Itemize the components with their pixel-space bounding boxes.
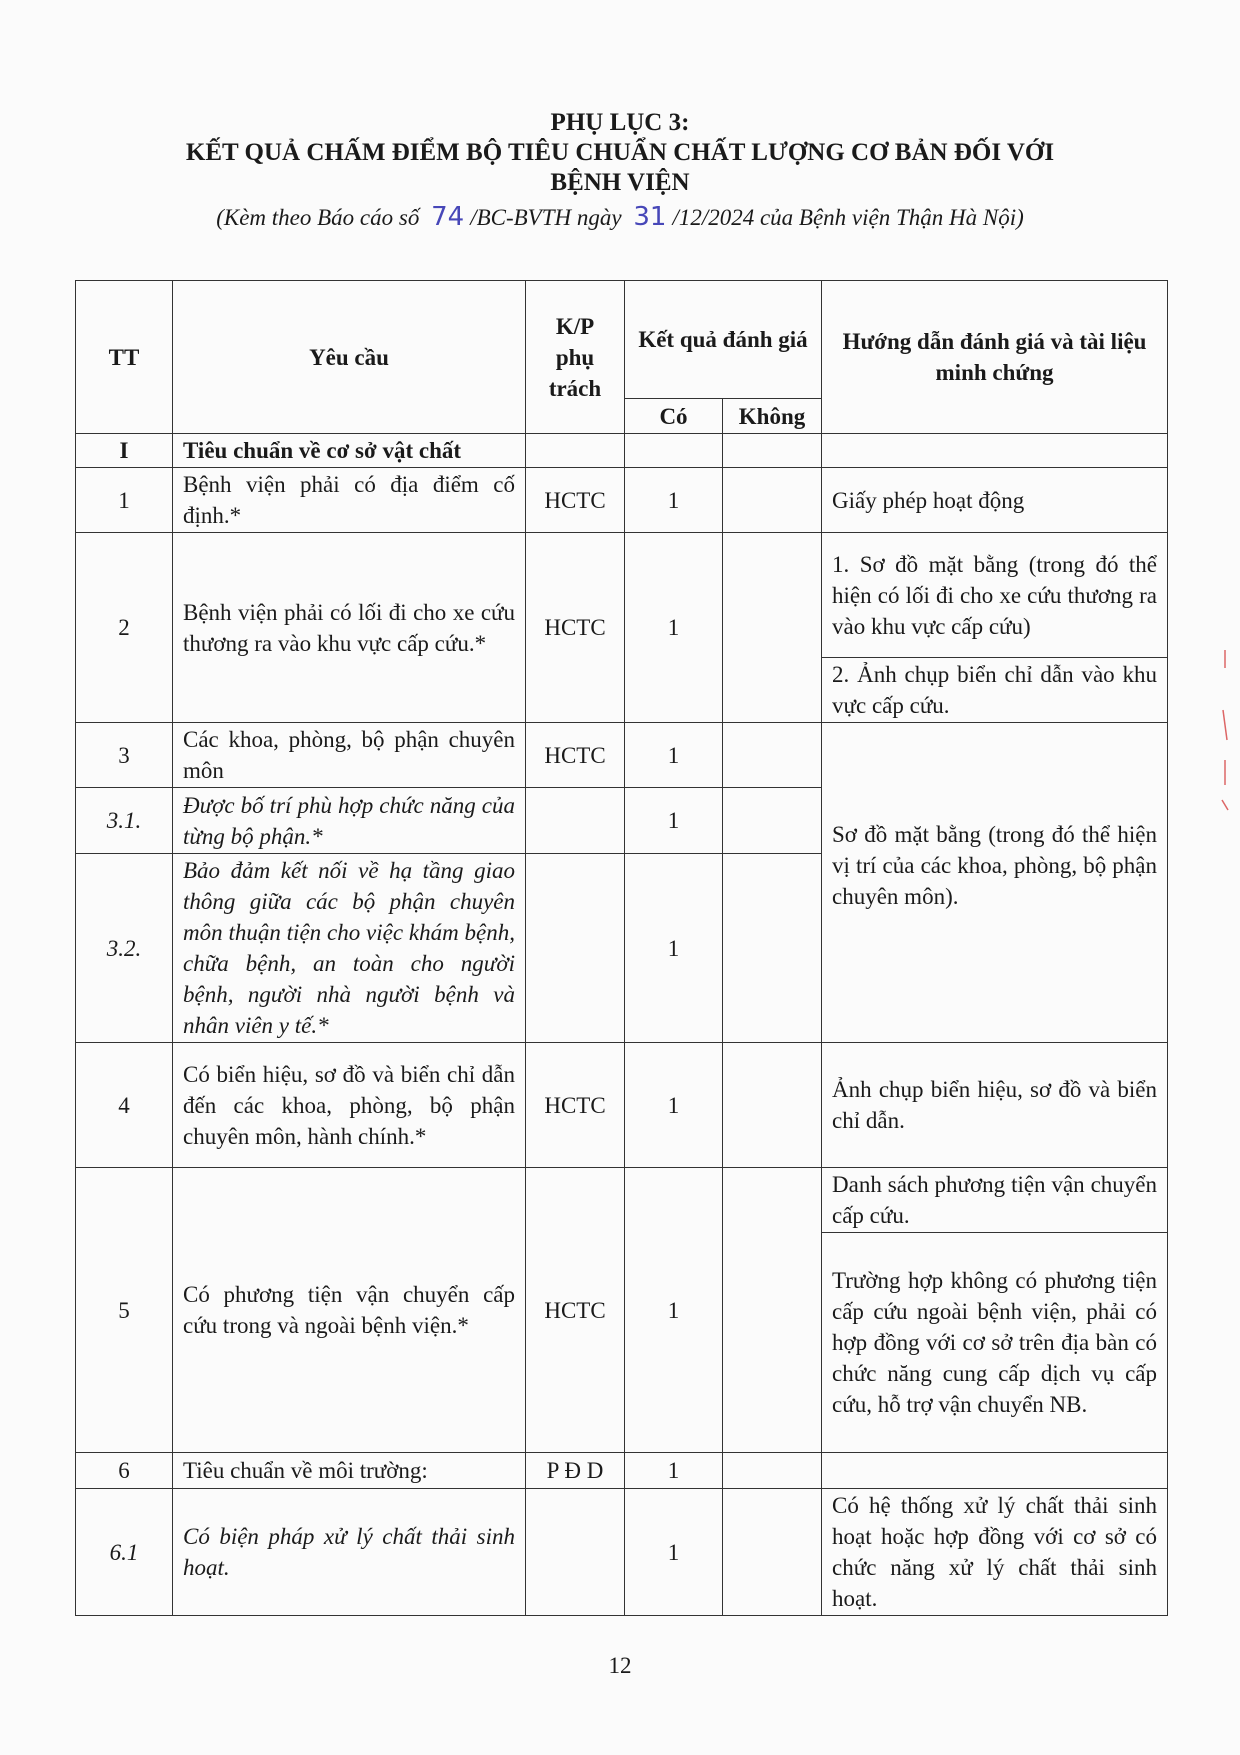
- header-yeu-cau: Yêu cầu: [173, 281, 526, 434]
- page-number: 12: [608, 1653, 632, 1678]
- subtitle-mid: /BC-BVTH ngày: [470, 205, 622, 230]
- evaluation-table: TT Yêu cầu K/P phụ trách Kết quả đánh giá Hướng dẫn đánh giá và tài liệu minh chứng Có Không I Tiêu chuẩn về cơ sở vật chất 1 Bệnh viện phải có địa điểm cố định.* HCTC 1 Giấy phép hoạt động 2 Bệnh viện phải có lối đi cho xe cứu thương ra vào khu vực cấp cứu.* HCTC 1 1. Sơ đồ mặt bằng (trong đó thể hiện có lối đi cho xe cứu thương ra vào khu vực cấp cứu) 2. Ảnh chụp biển chỉ dẫn vào khu vực cấp cứu. 3 Các khoa, phòng, bộ phận chuyên môn HCTC 1 Sơ đồ mặt bằng (trong đó thể hiện vị trí của các khoa, phòng, bộ phận chuyên môn). 3.1. Được bố trí phù hợp chức năng của từng bộ phận.* 1 3.2. Bảo đảm kết nối về hạ tầng giao thông giữa các bộ phận chuyên môn thuận tiện cho việc khám bệnh, chữa bệnh, an toàn cho người bệnh, người nhà người bệnh và nhân viên y tế.* 1 4 Có biển hiệu, sơ đồ và biển chỉ dẫn đến các khoa, phòng, bộ phận chuyên môn, hành chính.* HCTC 1 Ảnh chụp biển hiệu, sơ đồ và biển chỉ dẫn. 5 Có phương tiện vận chuyển cấp cứu trong và ngoài bệnh viện.* HCTC 1 Danh sách phương tiện vận chuyển cấp cứu. Trường hợp không có phương tiện cấp cứu ngoài bệnh viện, phải có hợp đồng với cơ sở trên địa bàn có chức năng cung cấp dịch vụ cấp cứu, hỗ trợ vận chuyển NB. 6 Tiêu chuẩn về môi trường: P Đ D 1 6.1 Có biện pháp xử lý chất thải sinh hoạt. 1 Có hệ thống xử lý chất thải sinh hoạt hoặc hợp đồng với cơ sở có chức năng xử lý chất thải sinh hoạt.: [75, 280, 1168, 1616]
- header-tt: TT: [76, 281, 173, 434]
- header-ket-qua: Kết quả đánh giá: [625, 281, 822, 399]
- table-row: 3.2. Bảo đảm kết nối về hạ tầng giao thông giữa các bộ phận chuyên môn thuận tiện cho việc khám bệnh, chữa bệnh, an toàn cho người bệnh, người nhà người bệnh và nhân viên y tế.* 1: [76, 854, 1168, 1043]
- document-title-line1: KẾT QUẢ CHẤM ĐIỂM BỘ TIÊU CHUẨN CHẤT LƯỢNG CƠ BẢN ĐỐI VỚI: [185, 139, 1055, 166]
- handwritten-report-day: 31: [633, 202, 667, 232]
- table-row: 6 Tiêu chuẩn về môi trường: P Đ D 1: [76, 1453, 1168, 1489]
- margin-mark-decoration: [1218, 650, 1232, 850]
- table-row: I Tiêu chuẩn về cơ sở vật chất: [76, 434, 1168, 468]
- document-title-line2: BỆNH VIỆN: [550, 169, 690, 196]
- header-co: Có: [625, 399, 723, 434]
- document-header: [0, 108, 1240, 235]
- document-subtitle: [0, 200, 1240, 235]
- subtitle-suffix: /12/2024 của Bệnh viện Thận Hà Nội): [672, 205, 1024, 230]
- table-row: 5 Có phương tiện vận chuyển cấp cứu trong và ngoài bệnh viện.* HCTC 1 Danh sách phương tiện vận chuyển cấp cứu.: [76, 1168, 1168, 1233]
- handwritten-report-number: 74: [431, 202, 465, 232]
- table-row: 3 Các khoa, phòng, bộ phận chuyên môn HCTC 1 Sơ đồ mặt bằng (trong đó thể hiện vị trí của các khoa, phòng, bộ phận chuyên môn).: [76, 723, 1168, 788]
- header-kp-phu-trach: K/P phụ trách: [526, 281, 625, 434]
- table-row: 2 Bệnh viện phải có lối đi cho xe cứu thương ra vào khu vực cấp cứu.* HCTC 1 1. Sơ đồ mặt bằng (trong đó thể hiện có lối đi cho xe cứu thương ra vào khu vực cấp cứu): [76, 533, 1168, 658]
- table-row: 1 Bệnh viện phải có địa điểm cố định.* HCTC 1 Giấy phép hoạt động: [76, 468, 1168, 533]
- appendix-title: PHỤ LỤC 3:: [550, 109, 690, 136]
- header-huong-dan: Hướng dẫn đánh giá và tài liệu minh chứng: [822, 281, 1168, 434]
- table-row: 3.1. Được bố trí phù hợp chức năng của từng bộ phận.* 1: [76, 788, 1168, 854]
- subtitle-prefix: (Kèm theo Báo cáo số: [216, 205, 420, 230]
- table-row: 4 Có biển hiệu, sơ đồ và biển chỉ dẫn đến các khoa, phòng, bộ phận chuyên môn, hành chính.* HCTC 1 Ảnh chụp biển hiệu, sơ đồ và biển chỉ dẫn.: [76, 1043, 1168, 1168]
- header-khong: Không: [723, 399, 822, 434]
- table-row: 6.1 Có biện pháp xử lý chất thải sinh hoạt. 1 Có hệ thống xử lý chất thải sinh hoạt hoặc hợp đồng với cơ sở có chức năng xử lý chất thải sinh hoạt.: [76, 1489, 1168, 1616]
- table-header-row: [76, 281, 1168, 399]
